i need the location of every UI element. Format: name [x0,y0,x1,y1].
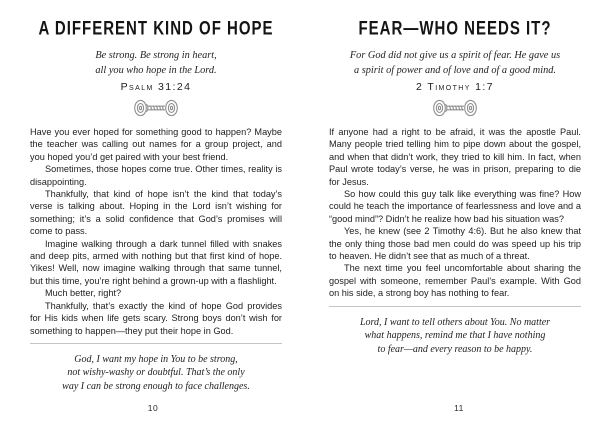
prayer-divider [30,343,282,344]
verse-reference: Psalm 31:24 [120,81,192,93]
verse-line: For God did not give us a spirit of fear. He gave us [349,50,561,61]
body-paragraph: Have you ever hoped for something good to happen? Maybe the teacher was calling out names for a group project, and you hoped you’d get paired with your best friend. [30,127,282,162]
verse-quote [30,48,282,78]
right-page [306,0,612,432]
page-number: 11 [454,403,464,413]
dumbbell-icon [30,97,282,119]
prayer-divider [329,306,581,307]
body-paragraph: Yes, he knew (see 2 Timothy 4:6). But he also knew that the only thing those bad men could do was speed up his trip to heaven. He didn’t see that as much of a threat. [329,226,581,262]
body-paragraph: Thankfully, that’s exactly the kind of hope God provides for His kids when life gets scary. Strong boys don’t wish for something to happen—they put their hope in God. [30,300,282,336]
prayer [30,353,282,394]
devotional-body [30,126,282,337]
prayer-line: to fear—and every reason to be happy. [377,343,533,355]
body-paragraph: Sometimes, those hopes come true. Other times, reality is disappointing. [30,164,282,187]
page-number: 10 [147,403,159,413]
verse-line: a spirit of power and of love and of a good mind. [354,65,556,76]
body-paragraph: Thankfully, that kind of hope isn’t the kind that today’s verse is talking about. Hoping in the Lord isn’t wishing for something; it’s a solid confidence that God’s promises will come to pass. [30,189,282,237]
verse-line: all you who hope in the Lord. [95,65,217,76]
dumbbell-icon [329,97,581,119]
body-paragraph: If anyone had a right to be afraid, it was the apostle Paul. Many people tried telling him to pipe down about the gospel, and when that didn’t work, they tried to kill him. In fact, when Paul wrote today’s verse, he was in prison, preparing to die for Jesus. [329,127,581,187]
chapter-title-text: A DIFFERENT KIND OF HOPE [38,17,274,40]
prayer-line: way I can be strong enough to face challenges. [62,380,250,392]
prayer-line: Lord, I want to tell others about You. No matter [359,316,551,328]
prayer-line: not wishy-washy or doubtful. That’s the only [67,367,245,379]
chapter-title [329,17,581,40]
prayer-line: what happens, remind me that I have nothing [364,330,546,342]
chapter-title-text: FEAR—WHO NEEDS IT? [358,17,552,40]
verse-reference: 2 Timothy 1:7 [416,81,494,93]
body-paragraph: So how could this guy talk like everything was fine? How could he teach the importance of fearlessness and love and a “good mind”? Didn’t he realize how bad his situation was? [329,189,581,224]
verse-line: Be strong. Be strong in heart, [95,50,217,61]
verse-quote [329,48,581,78]
body-paragraph: Imagine walking through a dark tunnel filled with snakes and deep pits, armed with nothing but that first kind of hope. Yikes! Well, now imagine walking through that same tunnel, but this time, you’re right behind a grown-up with a flashlight. [30,238,282,286]
devotional-body [329,126,581,300]
body-paragraph: The next time you feel uncomfortable about sharing the gospel with someone, remember Paul’s example. With God on his side, a strong boy has nothing to fear. [329,263,581,299]
prayer [329,316,581,357]
chapter-title [30,17,282,40]
body-paragraph: Much better, right? [45,288,122,299]
prayer-line: God, I want my hope in You to be strong, [74,353,238,365]
